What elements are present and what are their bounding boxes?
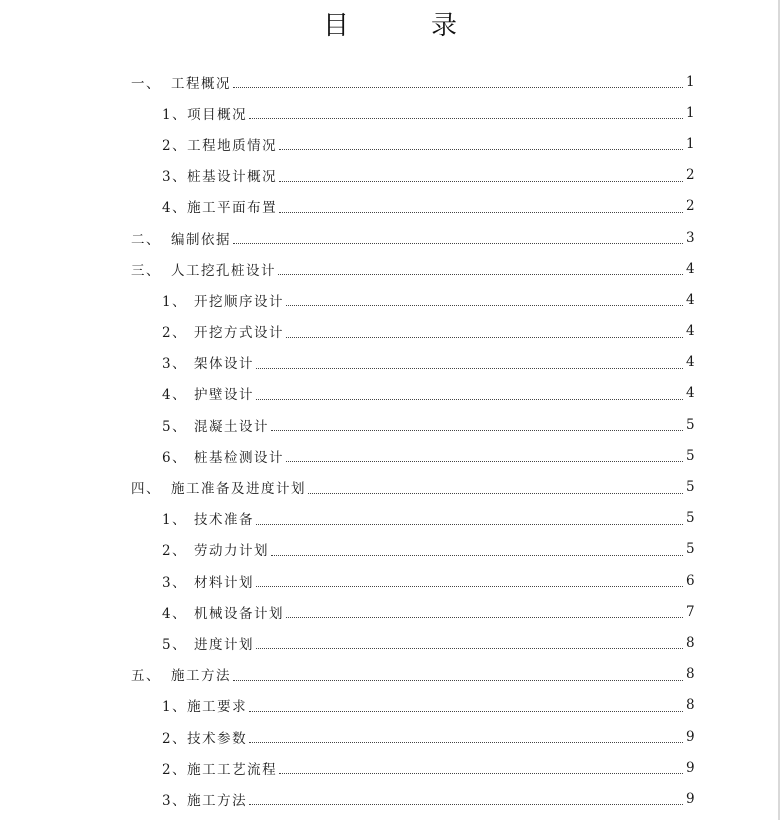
toc-entry-label: 人工挖孔桩设计: [171, 262, 276, 279]
toc-entry-page: 5: [686, 479, 695, 496]
toc-entry-label: 工程概况: [171, 75, 231, 92]
dot-leader: [256, 586, 683, 587]
toc-entry[interactable]: [0, 66, 780, 97]
toc-entry-label: 施工方法: [171, 668, 231, 685]
toc-entry[interactable]: [0, 378, 780, 409]
toc-entry-page: 5: [686, 541, 695, 558]
dot-leader: [249, 742, 683, 743]
toc-list: [0, 66, 780, 815]
toc-entry[interactable]: [0, 659, 780, 690]
toc-entry-page: 4: [686, 385, 695, 402]
toc-entry[interactable]: [0, 191, 780, 222]
toc-entry-number: 5、: [162, 418, 188, 435]
toc-entry[interactable]: [0, 347, 780, 378]
toc-entry-label: 开挖方式设计: [194, 325, 284, 342]
toc-entry-label: 技术参数: [187, 730, 248, 747]
toc-entry[interactable]: [0, 783, 780, 814]
toc-entry-page: 1: [686, 104, 695, 121]
toc-entry[interactable]: [0, 97, 780, 128]
toc-entry[interactable]: [0, 627, 780, 658]
toc-entry[interactable]: [0, 721, 780, 752]
toc-entry-label: 施工工艺流程: [187, 761, 278, 778]
toc-entry-number: 1、: [162, 699, 188, 716]
toc-entry-number: 2、: [162, 325, 188, 342]
toc-entry-label: 劳动力计划: [194, 543, 269, 560]
toc-entry[interactable]: [0, 253, 780, 284]
dot-leader: [233, 680, 683, 681]
toc-entry[interactable]: [0, 503, 780, 534]
toc-entry-number: 5、: [162, 636, 188, 653]
toc-entry-number: 4、: [162, 605, 188, 622]
toc-entry-number: 3、: [162, 574, 188, 591]
toc-entry[interactable]: [0, 409, 780, 440]
dot-leader: [271, 555, 683, 556]
toc-entry-label: 机械设备计划: [194, 605, 284, 622]
dot-leader: [249, 804, 683, 805]
toc-entry-label: 施工准备及进度计划: [171, 481, 306, 498]
toc-entry-page: 1: [686, 73, 695, 90]
toc-entry[interactable]: [0, 222, 780, 253]
toc-entry-page: 5: [686, 447, 695, 464]
toc-entry-page: 4: [686, 291, 695, 308]
toc-entry[interactable]: [0, 752, 780, 783]
dot-leader: [286, 305, 683, 306]
dot-leader: [278, 274, 683, 275]
dot-leader: [279, 181, 683, 182]
toc-entry[interactable]: [0, 440, 780, 471]
toc-title: 目 录: [322, 11, 485, 41]
toc-entry-page: 2: [686, 167, 695, 184]
toc-entry-label: 施工平面布置: [187, 200, 278, 217]
dot-leader: [256, 399, 683, 400]
toc-entry-label: 混凝土设计: [194, 418, 269, 435]
toc-entry-label: 编制依据: [171, 231, 231, 248]
toc-entry-page: 4: [686, 260, 695, 277]
toc-entry[interactable]: [0, 128, 780, 159]
toc-entry[interactable]: [0, 596, 780, 627]
toc-entry-page: 5: [686, 510, 695, 527]
toc-entry-page: 8: [686, 666, 695, 683]
dot-leader: [256, 648, 683, 649]
toc-entry-number: 1、: [162, 293, 188, 310]
toc-entry[interactable]: [0, 160, 780, 191]
toc-entry-number: 一、: [131, 75, 161, 92]
dot-leader: [308, 493, 683, 494]
toc-entry-page: 4: [686, 354, 695, 371]
dot-leader: [279, 773, 683, 774]
toc-entry-page: 9: [686, 759, 695, 776]
dot-leader: [279, 212, 683, 213]
toc-entry-label: 开挖顺序设计: [194, 293, 284, 310]
dot-leader: [256, 524, 683, 525]
toc-entry-number: 6、: [162, 449, 188, 466]
dot-leader: [286, 461, 683, 462]
toc-entry-label: 材料计划: [194, 574, 254, 591]
toc-entry-label: 桩基设计概况: [187, 169, 278, 186]
toc-entry-page: 9: [686, 728, 695, 745]
toc-entry-label: 施工方法: [187, 792, 248, 809]
toc-entry-label: 项目概况: [187, 106, 248, 123]
toc-entry[interactable]: [0, 534, 780, 565]
toc-entry-label: 工程地质情况: [187, 137, 278, 154]
toc-entry[interactable]: [0, 471, 780, 502]
toc-entry-label: 桩基检测设计: [194, 449, 284, 466]
toc-entry-page: 8: [686, 634, 695, 651]
dot-leader: [256, 368, 683, 369]
toc-entry-number: 3、: [162, 356, 188, 373]
toc-entry-number: 2、: [162, 543, 188, 560]
toc-entry-page: 3: [686, 229, 695, 246]
toc-entry-page: 5: [686, 416, 695, 433]
toc-entry-page: 1: [686, 135, 695, 152]
toc-entry-number: 2、: [162, 761, 188, 778]
toc-entry-number: 1、: [162, 512, 188, 529]
toc-entry-label: 架体设计: [194, 356, 254, 373]
toc-entry[interactable]: [0, 284, 780, 315]
toc-entry-number: 4、: [162, 387, 188, 404]
toc-entry-label: 技术准备: [194, 512, 254, 529]
toc-entry-number: 四、: [131, 481, 161, 498]
toc-entry[interactable]: [0, 690, 780, 721]
toc-entry-page: 8: [686, 697, 695, 714]
toc-entry-page: 4: [686, 323, 695, 340]
toc-entry-page: 9: [686, 790, 695, 807]
toc-entry-label: 护壁设计: [194, 387, 254, 404]
toc-entry-number: 1、: [162, 106, 188, 123]
toc-entry-number: 3、: [162, 169, 188, 186]
toc-entry-number: 3、: [162, 792, 188, 809]
toc-entry-number: 2、: [162, 730, 188, 747]
toc-entry-number: 五、: [131, 668, 161, 685]
dot-leader: [271, 430, 683, 431]
toc-entry-number: 二、: [131, 231, 161, 248]
toc-entry[interactable]: [0, 316, 780, 347]
dot-leader: [233, 243, 683, 244]
toc-entry-number: 2、: [162, 137, 188, 154]
toc-entry-number: 三、: [131, 262, 161, 279]
toc-entry-label: 进度计划: [194, 636, 254, 653]
toc-entry-number: 4、: [162, 200, 188, 217]
toc-entry[interactable]: [0, 565, 780, 596]
dot-leader: [286, 617, 683, 618]
toc-entry-label: 施工要求: [187, 699, 248, 716]
dot-leader: [233, 87, 683, 88]
toc-entry-page: 2: [686, 198, 695, 215]
dot-leader: [286, 337, 683, 338]
toc-entry-page: 6: [686, 572, 695, 589]
dot-leader: [249, 118, 683, 119]
toc-entry-page: 7: [686, 603, 695, 620]
dot-leader: [249, 711, 683, 712]
dot-leader: [279, 149, 683, 150]
